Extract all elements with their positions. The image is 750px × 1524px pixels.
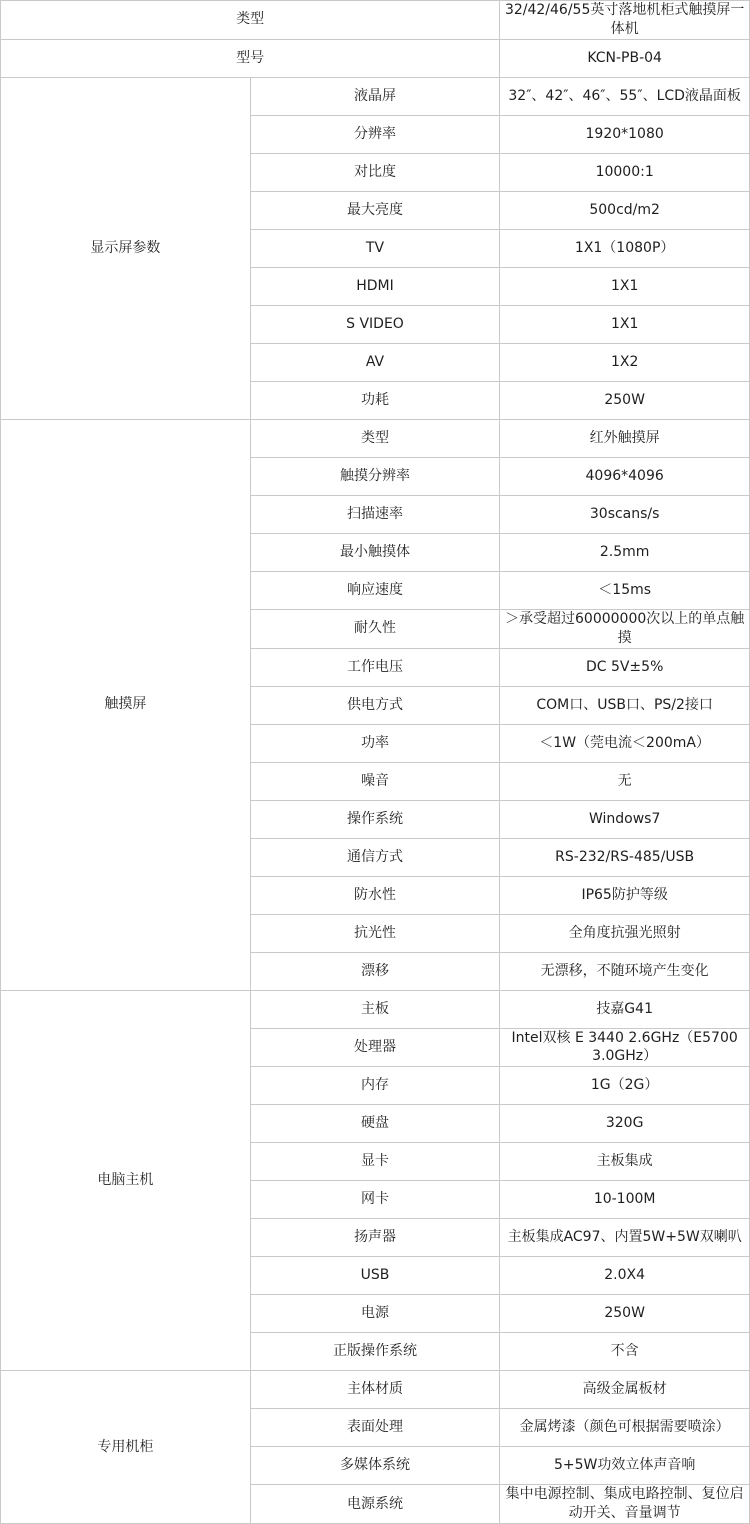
row-label: 表面处理	[250, 1409, 500, 1447]
row-value: 250W	[500, 1295, 750, 1333]
row-label: 显卡	[250, 1143, 500, 1181]
row-label: 抗光性	[250, 914, 500, 952]
row-value: 10-100M	[500, 1181, 750, 1219]
row-value: 250W	[500, 381, 750, 419]
row-label: 耐久性	[250, 609, 500, 648]
row-label: 漂移	[250, 952, 500, 990]
table-row	[1, 1371, 750, 1409]
row-value: 5+5W功效立体声音响	[500, 1447, 750, 1485]
row-label: 操作系统	[250, 800, 500, 838]
row-value: ＞承受超过60000000次以上的单点触摸	[500, 609, 750, 648]
row-value: 全角度抗强光照射	[500, 914, 750, 952]
row-value: 无漂移，不随环境产生变化	[500, 952, 750, 990]
table-row	[1, 419, 750, 457]
row-label: 最大亮度	[250, 191, 500, 229]
row-label: 扬声器	[250, 1219, 500, 1257]
row-value: Windows7	[500, 800, 750, 838]
row-label: 类型	[250, 419, 500, 457]
row-label: 触摸分辨率	[250, 457, 500, 495]
row-value: 技嘉G41	[500, 990, 750, 1028]
row-label: 最小触摸体	[250, 533, 500, 571]
group-label: 专用机柜	[1, 1371, 251, 1524]
row-value: 30scans/s	[500, 495, 750, 533]
row-label: 功率	[250, 724, 500, 762]
row-value: 500cd/m2	[500, 191, 750, 229]
row-label: 防水性	[250, 876, 500, 914]
row-label: 型号	[1, 39, 500, 77]
row-label: 噪音	[250, 762, 500, 800]
row-value: 金属烤漆（颜色可根据需要喷涂）	[500, 1409, 750, 1447]
group-label: 触摸屏	[1, 419, 251, 990]
row-label: 处理器	[250, 1028, 500, 1067]
row-label: 多媒体系统	[250, 1447, 500, 1485]
row-label: 主体材质	[250, 1371, 500, 1409]
row-label: 硬盘	[250, 1105, 500, 1143]
row-value: Intel双核 E 3440 2.6GHz（E5700 3.0GHz）	[500, 1028, 750, 1067]
row-value: 320G	[500, 1105, 750, 1143]
row-label: 电源	[250, 1295, 500, 1333]
row-label: 主板	[250, 990, 500, 1028]
row-value: 1X1	[500, 305, 750, 343]
row-value: 无	[500, 762, 750, 800]
row-value: 2.0X4	[500, 1257, 750, 1295]
row-label: 网卡	[250, 1181, 500, 1219]
row-value: 32/42/46/55英寸落地机柜式触摸屏一体机	[500, 1, 750, 40]
row-label: 工作电压	[250, 648, 500, 686]
row-label: 功耗	[250, 381, 500, 419]
row-value: IP65防护等级	[500, 876, 750, 914]
row-label: AV	[250, 343, 500, 381]
row-label: 类型	[1, 1, 500, 40]
row-value: 高级金属板材	[500, 1371, 750, 1409]
row-value: 1X2	[500, 343, 750, 381]
row-value: 主板集成AC97、内置5W+5W双喇叭	[500, 1219, 750, 1257]
row-label: 正版操作系统	[250, 1333, 500, 1371]
row-label: S VIDEO	[250, 305, 500, 343]
row-label: TV	[250, 229, 500, 267]
row-value: 1G（2G）	[500, 1067, 750, 1105]
row-value: 2.5mm	[500, 533, 750, 571]
table-row	[1, 1, 750, 40]
group-label: 电脑主机	[1, 990, 251, 1371]
row-value: DC 5V±5%	[500, 648, 750, 686]
row-value: 1X1（1080P）	[500, 229, 750, 267]
row-value: COM口、USB口、PS/2接口	[500, 686, 750, 724]
row-label: 电源系统	[250, 1485, 500, 1524]
row-value: ＜15ms	[500, 571, 750, 609]
row-value: 10000:1	[500, 153, 750, 191]
row-value: 4096*4096	[500, 457, 750, 495]
row-value: 集中电源控制、集成电路控制、复位启动开关、音量调节	[500, 1485, 750, 1524]
group-label: 显示屏参数	[1, 77, 251, 419]
row-value: 32″、42″、46″、55″、LCD液晶面板	[500, 77, 750, 115]
row-value: 不含	[500, 1333, 750, 1371]
table-row	[1, 39, 750, 77]
row-value: ＜1W（莞电流＜200mA）	[500, 724, 750, 762]
row-label: 液晶屏	[250, 77, 500, 115]
row-label: 供电方式	[250, 686, 500, 724]
row-value: 1X1	[500, 267, 750, 305]
row-value: 红外触摸屏	[500, 419, 750, 457]
row-value: 1920*1080	[500, 115, 750, 153]
row-label: 对比度	[250, 153, 500, 191]
row-value: 主板集成	[500, 1143, 750, 1181]
row-value: RS-232/RS-485/USB	[500, 838, 750, 876]
table-row	[1, 77, 750, 115]
row-label: HDMI	[250, 267, 500, 305]
table-row	[1, 990, 750, 1028]
row-label: 分辨率	[250, 115, 500, 153]
row-label: USB	[250, 1257, 500, 1295]
row-value: KCN-PB-04	[500, 39, 750, 77]
row-label: 通信方式	[250, 838, 500, 876]
row-label: 响应速度	[250, 571, 500, 609]
spec-table-body	[1, 1, 750, 1524]
row-label: 内存	[250, 1067, 500, 1105]
row-label: 扫描速率	[250, 495, 500, 533]
